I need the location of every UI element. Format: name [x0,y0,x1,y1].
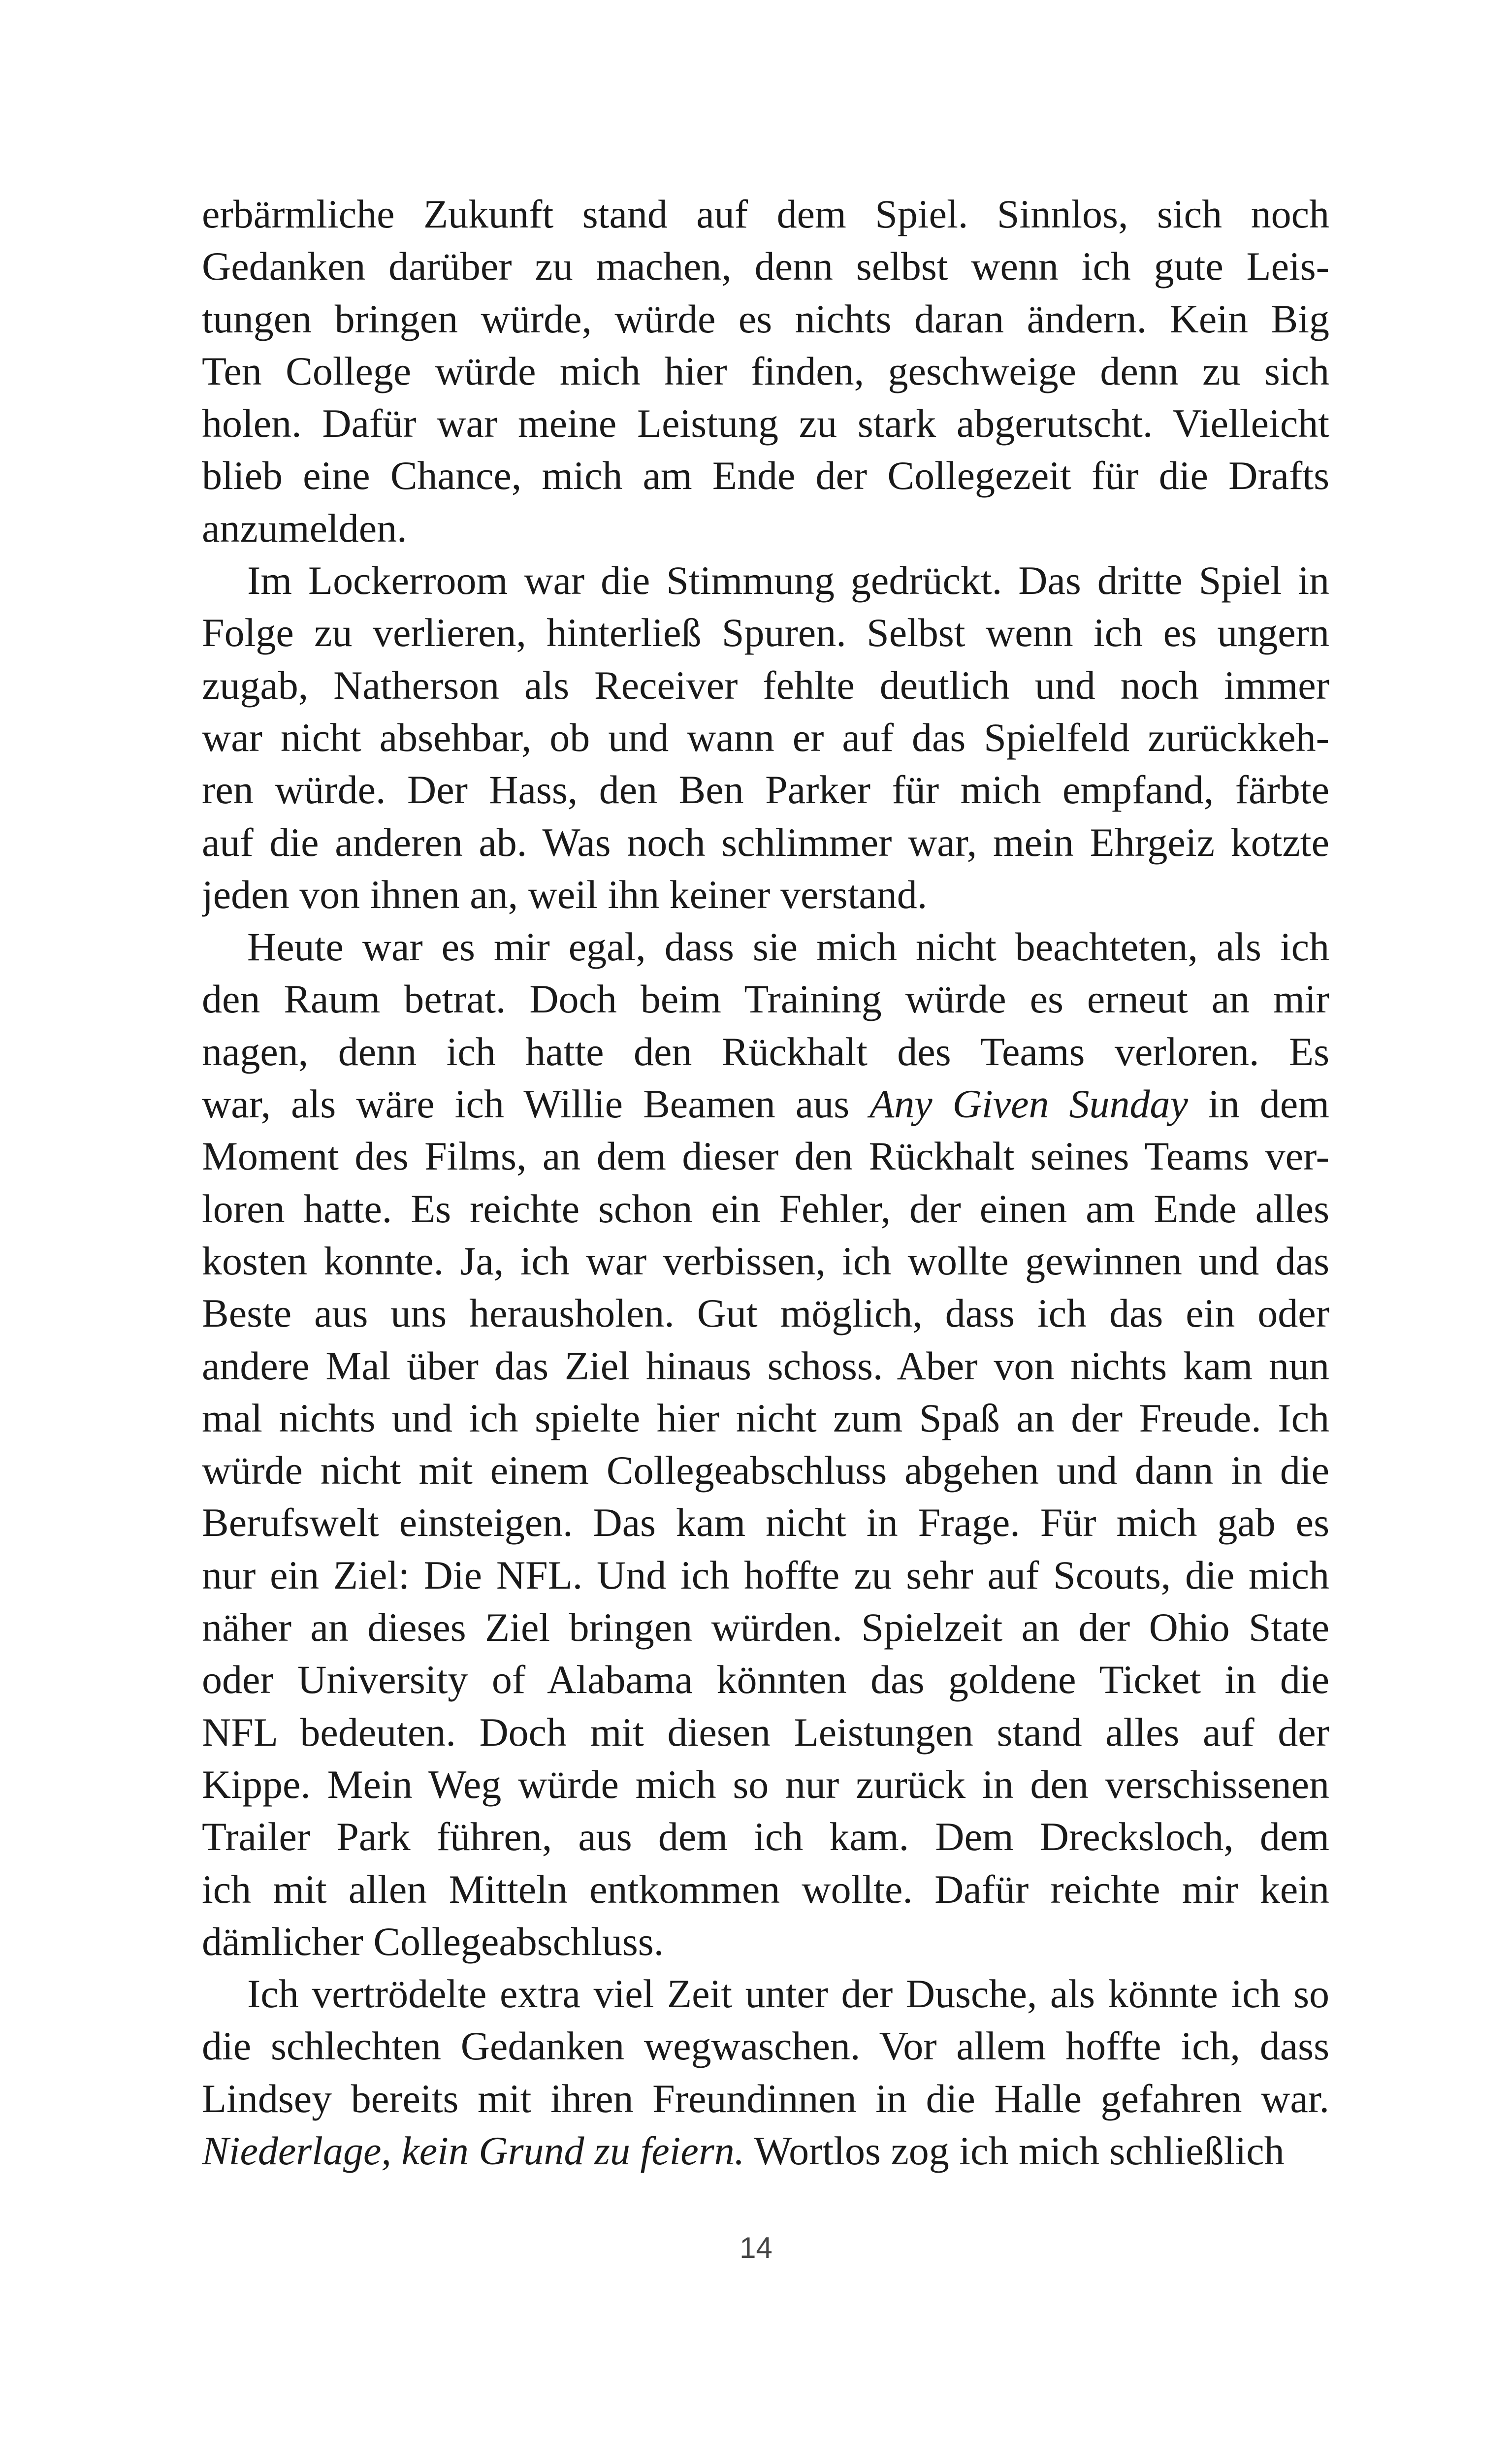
text-line: Berufswelt einsteigen. Das kam nicht in Frage. Für mich gab es [202,1500,1329,1545]
text-line: holen. Dafür war meine Leistung zu stark abgerutscht. Vielleicht [202,401,1329,446]
paragraph [202,921,1329,1968]
text-line: Im Lockerroom war die Stimmung gedrückt. Das dritte Spiel in [247,558,1329,603]
text-line: dämlicher Collegeabschluss. [202,1919,664,1964]
text-line: Ten College würde mich hier finden, geschweige denn zu sich [202,348,1329,393]
text-line: Gedanken darüber zu machen, denn selbst wenn ich gute Leis- [202,244,1329,289]
text-line: Kippe. Mein Weg würde mich so nur zurück in den verschissenen [202,1761,1329,1807]
text-line: loren hatte. Es reichte schon ein Fehler, der einen am Ende alles [202,1186,1329,1231]
text-line: oder University of Alabama könnten das goldene Ticket in die [202,1657,1329,1702]
text-line: Lindsey bereits mit ihren Freundinnen in die Halle gefahren war. [202,2076,1329,2121]
text-line: Trailer Park führen, aus dem ich kam. Dem Drecksloch, dem [202,1814,1329,1859]
italic-title: Any Given Sunday [869,1081,1188,1127]
text-line: nagen, denn ich hatte den Rückhalt des Teams verloren. Es [202,1029,1329,1074]
paragraph [202,188,1329,554]
text-line [202,1078,1329,1130]
text-line: mal nichts und ich spielte hier nicht zum Spaß an der Freude. Ich [202,1395,1329,1440]
text-line: anzumelden. [202,505,407,551]
text-line: die schlechten Gedanken wegwaschen. Vor allem hoffte ich, dass [202,2023,1329,2069]
text-segment: in dem [1188,1081,1329,1127]
text-line: tungen bringen würde, würde es nichts daran ändern. Kein Big [202,296,1329,341]
text-line: ren würde. Der Hass, den Ben Parker für mich empfand, färbte [202,767,1329,813]
text-line: auf die anderen ab. Was noch schlimmer war, mein Ehrgeiz kotzte [202,819,1329,865]
text-line: NFL bedeuten. Doch mit diesen Leistungen stand alles auf der [202,1709,1329,1755]
text-line: Moment des Films, an dem dieser den Rückhalt seines Teams ver- [202,1134,1329,1179]
text-line: würde nicht mit einem Collegeabschluss abgehen und dann in die [202,1448,1329,1493]
text-line: andere Mal über das Ziel hinaus schoss. Aber von nichts kam nun [202,1343,1329,1388]
text-line: blieb eine Chance, mich am Ende der Collegezeit für die Drafts [202,453,1329,498]
text-line: war nicht absehbar, ob und wann er auf das Spielfeld zurückkeh- [202,715,1329,760]
text-line: nur ein Ziel: Die NFL. Und ich hoffte zu sehr auf Scouts, die mich [202,1552,1329,1597]
text-segment: Wortlos zog ich mich schließlich [744,2128,1285,2173]
text-line [202,2125,1329,2177]
page-number: 14 [740,2231,772,2264]
text-line: Ich vertrödelte extra viel Zeit unter der Dusche, als könnte ich so [247,1971,1329,2017]
paragraph [202,1968,1329,2177]
italic-title: Niederlage, kein Grund zu feiern. [202,2128,745,2173]
text-line: ich mit allen Mitteln entkommen wollte. Dafür reichte mir kein [202,1866,1329,1912]
text-line: Beste aus uns herausholen. Gut möglich, dass ich das ein oder [202,1291,1329,1336]
text-line: erbärmliche Zukunft stand auf dem Spiel. Sinnlos, sich noch [202,192,1329,236]
text-segment: war, als wäre ich Willie Beamen aus [202,1081,870,1127]
text-line: Heute war es mir egal, dass sie mich nicht beachteten, als ich [247,924,1329,970]
text-line: den Raum betrat. Doch beim Training würde es erneut an mir [202,977,1329,1022]
text-line: Folge zu verlieren, hinterließ Spuren. Selbst wenn ich es ungern [202,610,1329,655]
text-line: zugab, Natherson als Receiver fehlte deutlich und noch immer [202,662,1329,708]
text-line: kosten konnte. Ja, ich war verbissen, ich wollte gewinnen und das [202,1238,1329,1283]
paragraph [202,554,1329,921]
body-text [202,188,1329,2177]
text-line: jeden von ihnen an, weil ihn keiner verstand. [202,872,928,917]
text-line: näher an dieses Ziel bringen würden. Spielzeit an der Ohio State [202,1605,1329,1650]
